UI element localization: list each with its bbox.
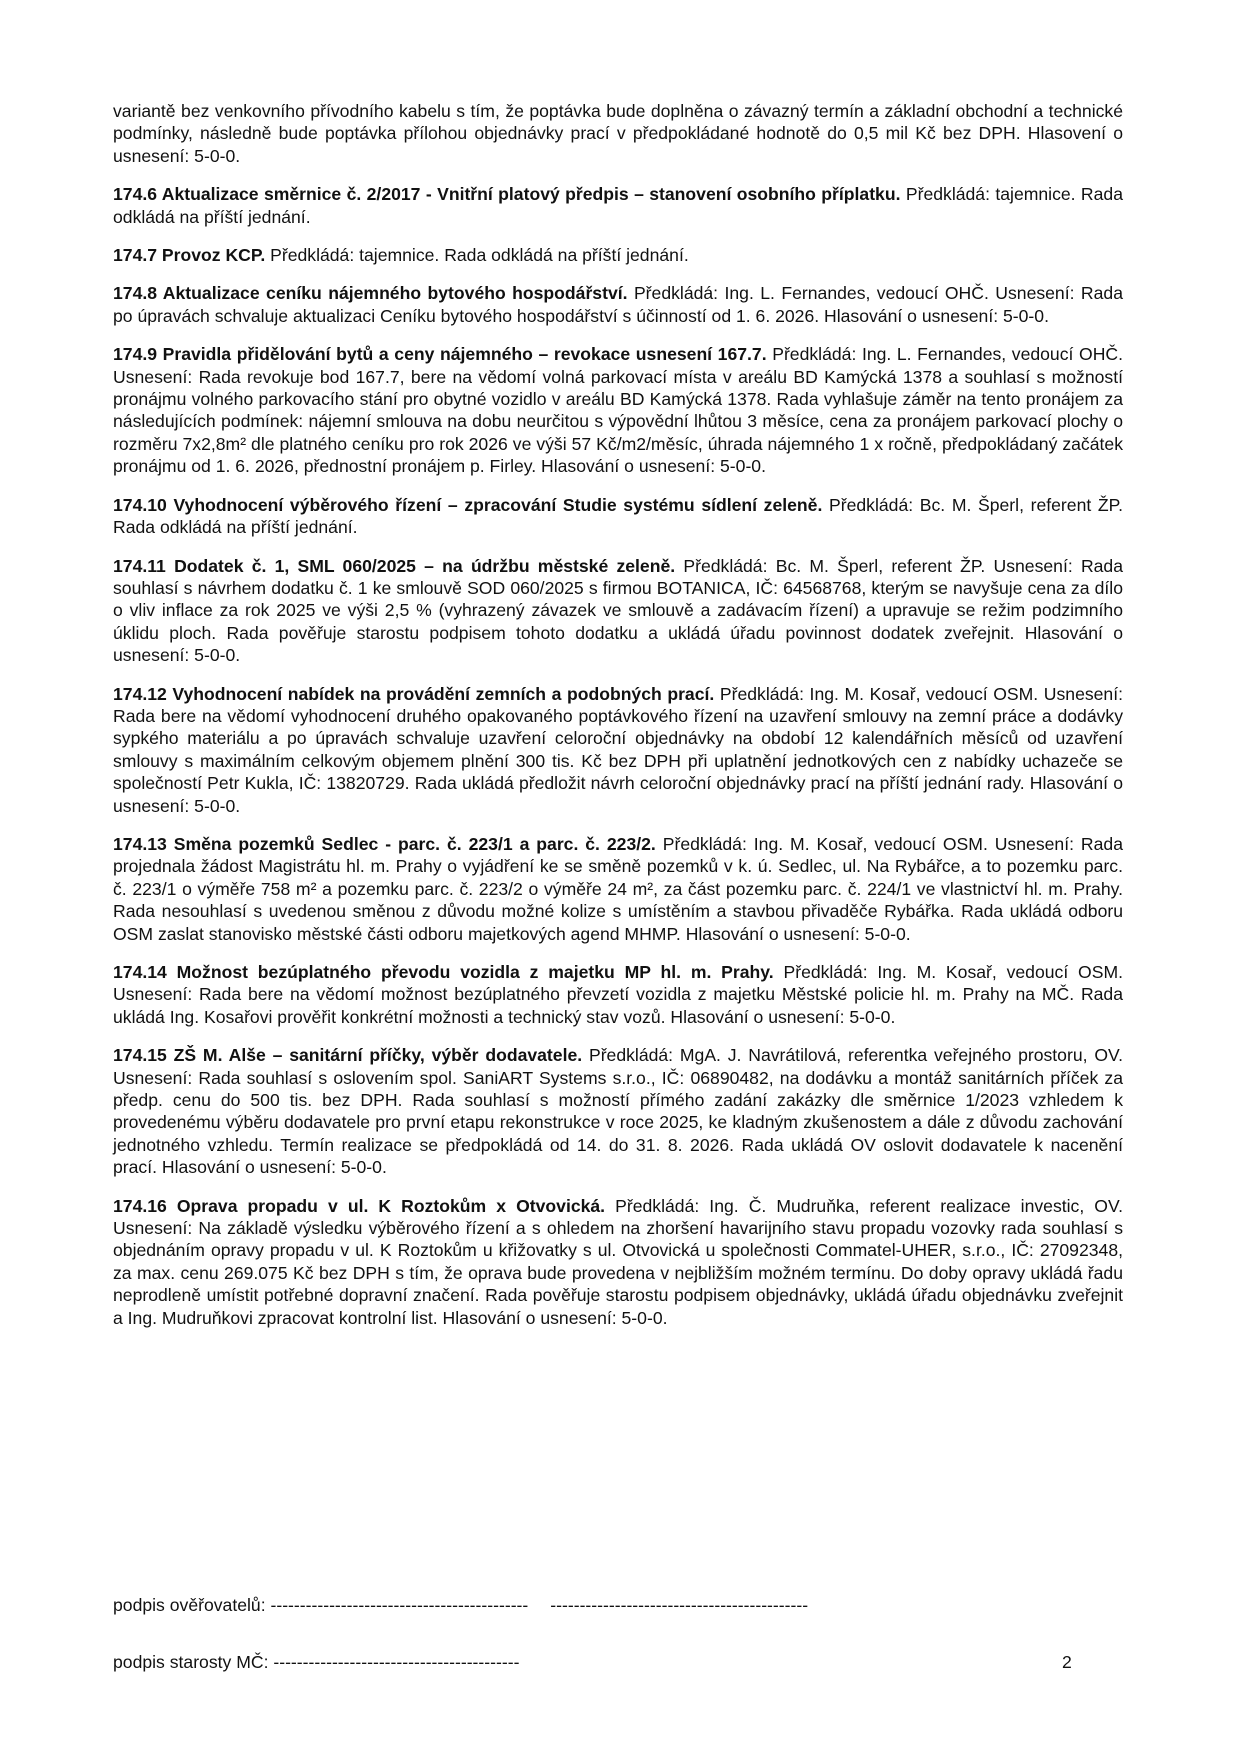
item-title: 174.8 Aktualizace ceníku nájemného bytového hospodářství. <box>113 283 628 304</box>
item-text: Předkládá: tajemnice. Rada odkládá na příští jednání. <box>113 184 1123 227</box>
agenda-item-174-10 <box>113 494 1123 539</box>
mayor-signature-dashes: ------------------------------------------ <box>273 1652 520 1672</box>
item-title: 174.16 Oprava propadu v ul. K Roztokům x Otvovická. <box>113 1195 606 1216</box>
item-title: 174.12 Vyhodnocení nabídek na provádění zemních a podobných prací. <box>113 683 715 704</box>
agenda-item-174-6 <box>113 183 1123 228</box>
minutes-body <box>113 100 1123 1345</box>
item-text: Předkládá: Ing. M. Kosař, vedoucí OSM. Usnesení: Rada bere na vědomí možnost bezúplatného převzetí vozidla z majetku Městské policie hl. m. Prahy na MČ. Rada ukládá Ing. Kosařovi prověřit konkrétní možnosti a technický stav vozů. Hlasování o usnesení: 5-0-0. <box>113 962 1123 1027</box>
item-text: Předkládá: Ing. L. Fernandes, vedoucí OHČ. Usnesení: Rada po úpravách schvaluje aktualizaci Ceníku bytového hospodářství s účinností od 1. 6. 2026. Hlasování o usnesení: 5-0-0. <box>113 283 1123 326</box>
agenda-item-174-9 <box>113 343 1123 477</box>
agenda-item-174-12 <box>113 683 1123 817</box>
verifiers-signature-dashes-2: -------------------------------------------- <box>550 1595 809 1615</box>
agenda-item-174-14 <box>113 961 1123 1028</box>
item-text: Předkládá: Bc. M. Šperl, referent ŽP. Usnesení: Rada souhlasí s návrhem dodatku č. 1 ke smlouvě SOD 060/2025 s firmou BOTANICA, IČ: 64568768, kterým se navyšuje cena za dílo o vliv inflace za rok 2025 ve výši 2,5 % (vyhrazený závazek ve smlouvě a zadávacím řízení) a upravuje se režim podzimního úklidu ploch. Rada pověřuje starostu podpisem tohoto dodatku a ukládá úřadu povinnost dodatek zveřejnit. Hlasování o usnesení: 5-0-0. <box>113 555 1124 666</box>
agenda-item-174-7 <box>113 244 1123 266</box>
item-title: 174.14 Možnost bezúplatného převodu vozidla z majetku MP hl. m. Prahy. <box>113 962 774 982</box>
item-title: 174.15 ZŠ M. Alše – sanitární příčky, výběr dodavatele. <box>113 1045 583 1066</box>
item-title: 174.9 Pravidla přidělování bytů a ceny nájemného – revokace usnesení 167.7. <box>113 344 767 365</box>
item-title: 174.7 Provoz KCP. <box>113 245 266 266</box>
item-text: Předkládá: MgA. J. Navrátilová, referentka veřejného prostoru, OV. Usnesení: Rada souhlasí s oslovením spol. SaniART Systems s.r.o., IČ: 06890482, na dodávku a montáž sanitárních příček za předp. cenu do 500 tis. bez DPH. Rada souhlasí s možností přímého zadání zakázky dle směrnice 1/2023 vzhledem k provedenému výběru dodavatele pro první etapu rekonstrukce v roce 2025, ke kladným zkušenostem a dále z důvodu zachování jednotného vzhledu. Termín realizace se předpokládá od 14. do 31. 8. 2026. Rada ukládá OV oslovit dodavatele k nacenění prací. Hlasování o usnesení: 5-0-0. <box>113 1045 1124 1178</box>
item-text: Předkládá: Bc. M. Šperl, referent ŽP. Rada odkládá na příští jednání. <box>113 494 1123 538</box>
item-text: Předkládá: Ing. M. Kosař, vedoucí OSM. Usnesení: Rada bere na vědomí vyhodnocení druhého opakovaného poptávkového řízení na uzavření smlouvy na zemní práce a dodávky sypkého materiálu a po úpravách schvaluje uzavření celoroční objednávky na období 12 kalendářních měsíců od uzavření smlouvy s maximálním celkovým objemem plnění 300 tis. Kč bez DPH při uplatnění jednotkových cen z nabídky uchazeče se společností Petr Kukla, IČ: 13820729. Rada ukládá předložit návrh celoroční objednávky prací na příští jednání rady. Hlasování o usnesení: 5-0-0. <box>113 683 1123 816</box>
item-title: 174.11 Dodatek č. 1, SML 060/2025 – na údržbu městské zeleně. <box>113 555 676 576</box>
mayor-signature-line <box>113 1651 519 1673</box>
agenda-item-174-11 <box>113 555 1123 667</box>
verifiers-signature-line <box>113 1594 808 1616</box>
item-text: Předkládá: Ing. Č. Mudruňka, referent realizace investic, OV. Usnesení: Na základě výsledku výběrového řízení a s ohledem na zhoršení havarijního stavu propadu vozovky rada souhlasí s objednáním opravy propadu v ul. K Roztokům u křižovatky s ul. Otvovická u společnosti Commatel-UHER, s.r.o., IČ: 27092348, za max. cenu 269.075 Kč bez DPH s tím, že oprava bude provedena v nejbližším možném termínu. Do doby opravy ukládá řadu neprodleně umístit potřebné dopravní značení. Rada pověřuje starostu podpisem objednávky, ukládá úřadu objednávku zveřejnit a Ing. Mudruňkovi zpracovat kontrolní list. Hlasování o usnesení: 5-0-0. <box>113 1195 1123 1328</box>
item-title: 174.6 Aktualizace směrnice č. 2/2017 - Vnitřní platový předpis – stanovení osobního příplatku. <box>113 184 901 205</box>
agenda-item-174-15 <box>113 1044 1123 1178</box>
agenda-item-174-13 <box>113 833 1123 945</box>
paragraph-intro <box>113 100 1123 167</box>
item-text: Předkládá: Ing. M. Kosař, vedoucí OSM. Usnesení: Rada projednala žádost Magistrátu hl. m. Prahy o vyjádření ke se směně pozemků v k. ú. Sedlec, ul. Na Rybářce, a to pozemku parc. č. 223/1 o výměře 758 m² a pozemku parc. č. 223/2 o výměře 24 m², za část pozemku parc. č. 224/1 ve vlastnictví hl. m. Prahy. Rada nesouhlasí s uvedenou směnou z důvodu možné kolize s umístěním a stavbou přivaděče Rybářka. Rada ukládá odboru OSM zaslat stanovisko městské části odboru majetkových agend MHMP. Hlasování o usnesení: 5-0-0. <box>113 833 1123 944</box>
item-title: 174.13 Směna pozemků Sedlec - parc. č. 223/1 a parc. č. 223/2. <box>113 833 656 854</box>
mayor-signature-label: podpis starosty MČ: <box>113 1652 269 1672</box>
item-text: variantě bez venkovního přívodního kabelu s tím, že poptávka bude doplněna o závazný termín a základní obchodní a technické podmínky, následně bude poptávka přílohou objednávky prací v předpokládané hodnotě do 0,5 mil Kč bez DPH. Hlasovení o usnesení: 5-0-0. <box>113 101 1123 166</box>
agenda-item-174-8 <box>113 282 1123 327</box>
item-text: Předkládá: tajemnice. Rada odkládá na příští jednání. <box>265 245 689 266</box>
item-title: 174.10 Vyhodnocení výběrového řízení – zpracování Studie systému sídlení zeleně. <box>113 494 823 515</box>
page-number: 2 <box>1062 1652 1072 1672</box>
item-text: Předkládá: Ing. L. Fernandes, vedoucí OHČ. Usnesení: Rada revokuje bod 167.7, bere na vědomí volná parkovací místa v areálu BD Kamýcká 1378 a souhlasí s možností pronájmu volného parkovacího stání pro obytné vozidlo v areálu BD Kamýcká 1378. Rada vyhlašuje záměr na tento pronájem za následujících podmínek: nájemní smlouva na dobu neurčitou s výpovědní lhůtou 3 měsíce, cena za pronájem parkovací plochy o rozměru 7x2,8m² dle platného ceníku pro rok 2026 ve výši 57 Kč/m2/měsíc, úhrada nájemného 1 x ročně, předpokládaný začátek pronájmu od 1. 6. 2026, přednostní pronájem p. Firley. Hlasování o usnesení: 5-0-0. <box>113 344 1123 477</box>
verifiers-signature-dashes-1: -------------------------------------------- <box>270 1595 529 1615</box>
verifiers-signature-label: podpis ověřovatelů: <box>113 1595 266 1615</box>
agenda-item-174-16 <box>113 1195 1123 1329</box>
